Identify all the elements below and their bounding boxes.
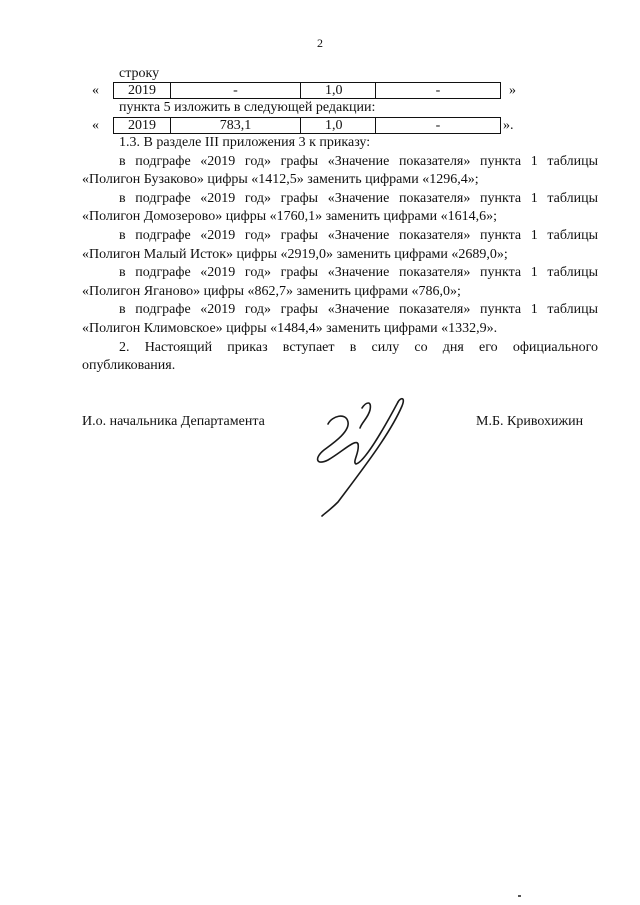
paragraph-line: «Полигон Яганово» цифры «862,7» заменить цифрами «786,0»; — [82, 283, 461, 299]
cell-year: 2019 — [114, 83, 171, 99]
cell-value: - — [171, 83, 301, 99]
cell-note: - — [376, 118, 501, 134]
cell-value: 783,1 — [171, 118, 301, 134]
cell-year: 2019 — [114, 118, 171, 134]
paragraph-line: «Полигон Малый Исток» цифры «2919,0» заменить цифрами «2689,0»; — [82, 246, 508, 262]
row-caption: пункта 5 изложить в следующей редакции: — [119, 100, 376, 115]
page-number: 2 — [317, 36, 323, 50]
paragraph-section-heading: 1.3. В разделе III приложения 3 к приказу: — [119, 135, 371, 150]
paragraph-line: «Полигон Климовское» цифры «1484,4» заменить цифрами «1332,9». — [82, 320, 498, 336]
paragraph-line: «Полигон Бузаково» цифры «1412,5» заменить цифрами «1296,4»; — [82, 172, 479, 188]
paragraph-line: в подграфе «2019 год» графы «Значение показателя» пункта 1 таблицы — [119, 227, 598, 243]
paragraph-line: в подграфе «2019 год» графы «Значение показателя» пункта 1 таблицы — [119, 190, 598, 206]
signatory-name: М.Б. Кривохижин — [476, 414, 584, 429]
cell-note: - — [376, 83, 501, 99]
paragraph-line: в подграфе «2019 год» графы «Значение показателя» пункта 1 таблицы — [119, 302, 598, 318]
amendment-table-row — [113, 117, 501, 134]
amendment-table-row — [113, 82, 501, 99]
cell-coefficient: 1,0 — [301, 83, 376, 99]
close-quote: » — [509, 83, 516, 98]
handwritten-signature — [302, 392, 412, 522]
paragraph-line: 2. Настоящий приказ вступает в силу со дня его официального — [119, 339, 598, 355]
document-body — [82, 134, 598, 376]
close-quote: ». — [503, 118, 514, 133]
row-caption: строку — [119, 66, 160, 81]
paragraph-line: «Полигон Домозерово» цифры «1760,1» заменить цифрами «1614,6»; — [82, 209, 497, 225]
paragraph-line: в подграфе «2019 год» графы «Значение показателя» пункта 1 таблицы — [119, 265, 598, 281]
open-quote: « — [92, 118, 99, 133]
open-quote: « — [92, 83, 99, 98]
paragraph-line: в подграфе «2019 год» графы «Значение показателя» пункта 1 таблицы — [119, 153, 598, 169]
paragraph-line: опубликования. — [82, 358, 176, 374]
scan-speck — [518, 895, 521, 897]
cell-coefficient: 1,0 — [301, 118, 376, 134]
signatory-title: И.о. начальника Департамента — [82, 414, 265, 429]
